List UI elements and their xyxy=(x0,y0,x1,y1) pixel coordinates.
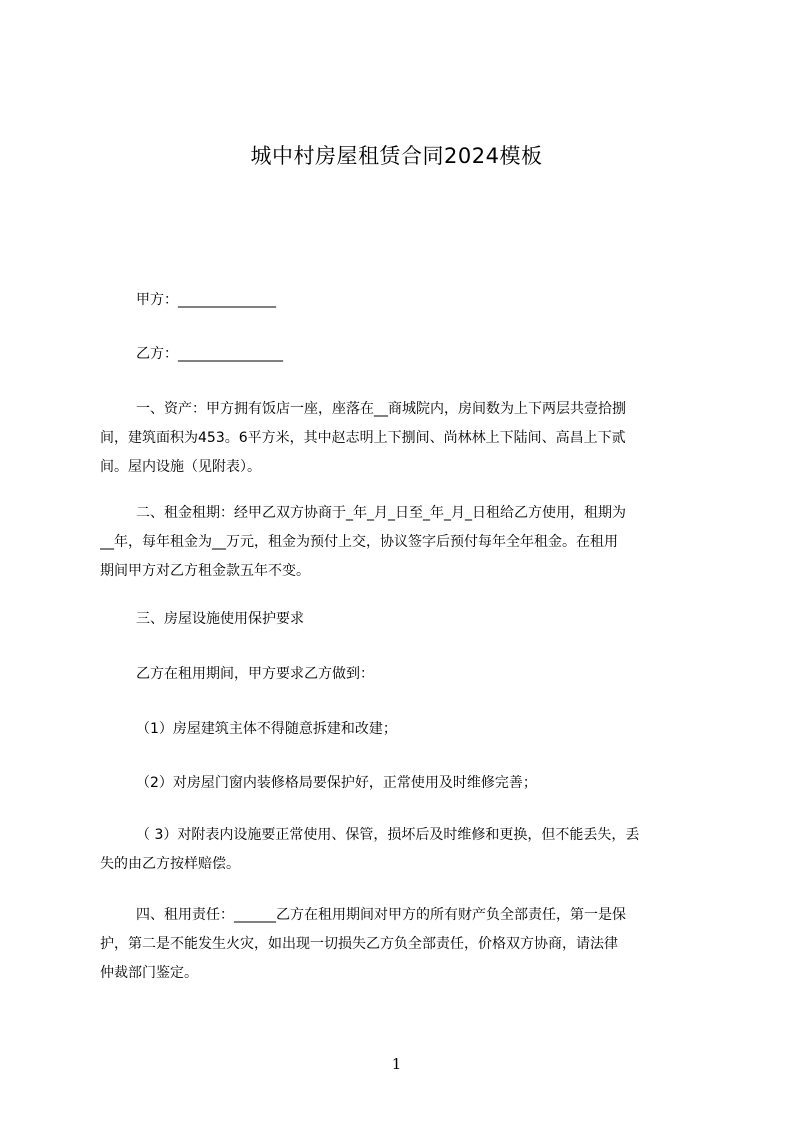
section-facilities-heading xyxy=(100,605,748,634)
section-facilities-intro xyxy=(100,660,748,689)
section-facilities-heading-text: 三、房屋设施使用保护要求 xyxy=(136,611,304,627)
page-number: 1 xyxy=(391,1055,402,1073)
section-facilities-intro-text: 乙方在租用期间，甲方要求乙方做到： xyxy=(136,666,374,682)
list-item-2 xyxy=(100,769,748,798)
party-b-line xyxy=(100,340,748,369)
section-responsibility xyxy=(100,901,712,988)
section-responsibility-line-1: 四、租用责任：______乙方在租用期间对甲方的所有财产负全部责任，第一是保 xyxy=(136,907,626,923)
section-rent-term-line-2: __年，每年租金为__万元，租金为预付上交，协议签字后预付每年全年租金。在租用 xyxy=(100,534,618,550)
list-item-1-text: （1）房屋建筑主体不得随意拆建和改建； xyxy=(136,721,397,737)
list-item-1 xyxy=(100,715,748,744)
section-assets-line-2: 间，建筑面积为453。6平方米，其中赵志明上下捌间、尚林林上下陆间、高昌上下贰 xyxy=(100,430,626,446)
section-responsibility-line-3: 仲裁部门鉴定。 xyxy=(100,965,198,981)
list-item-2-text: （2）对房屋门窗内装修格局要保护好，正常使用及时维修完善； xyxy=(136,775,537,791)
section-rent-term xyxy=(100,499,712,586)
party-a-text: 甲方：______________ xyxy=(136,292,276,308)
list-item-3 xyxy=(100,821,712,879)
section-responsibility-line-2: 护，第二是不能发生火灾，如出现一切损失乙方负全部责任，价格双方协商，请法律 xyxy=(100,936,618,952)
list-item-3-line-2: 失的由乙方按样赔偿。 xyxy=(100,856,240,872)
party-b-text: 乙方：_______________ xyxy=(136,346,283,362)
page-title: 城中村房屋租赁合同2024模板 xyxy=(250,144,543,168)
section-assets xyxy=(100,395,712,482)
section-rent-term-line-1: 二、租金租期：经甲乙双方协商于_年_月_日至_年_月_日租给乙方使用，租期为 xyxy=(136,505,626,521)
section-assets-line-3: 间。屋内设施（见附表）。 xyxy=(100,459,261,475)
list-item-3-line-1: （ 3）对附表内设施要正常使用、保管，损坏后及时维修和更换，但不能丢失，丢 xyxy=(136,827,640,843)
section-rent-term-line-3: 期间甲方对乙方租金款五年不变。 xyxy=(100,563,310,579)
party-a-line xyxy=(100,286,748,315)
section-assets-line-1: 一、资产：甲方拥有饭店一座，座落在__商城院内，房间数为上下两层共壹拾捌 xyxy=(136,401,626,417)
